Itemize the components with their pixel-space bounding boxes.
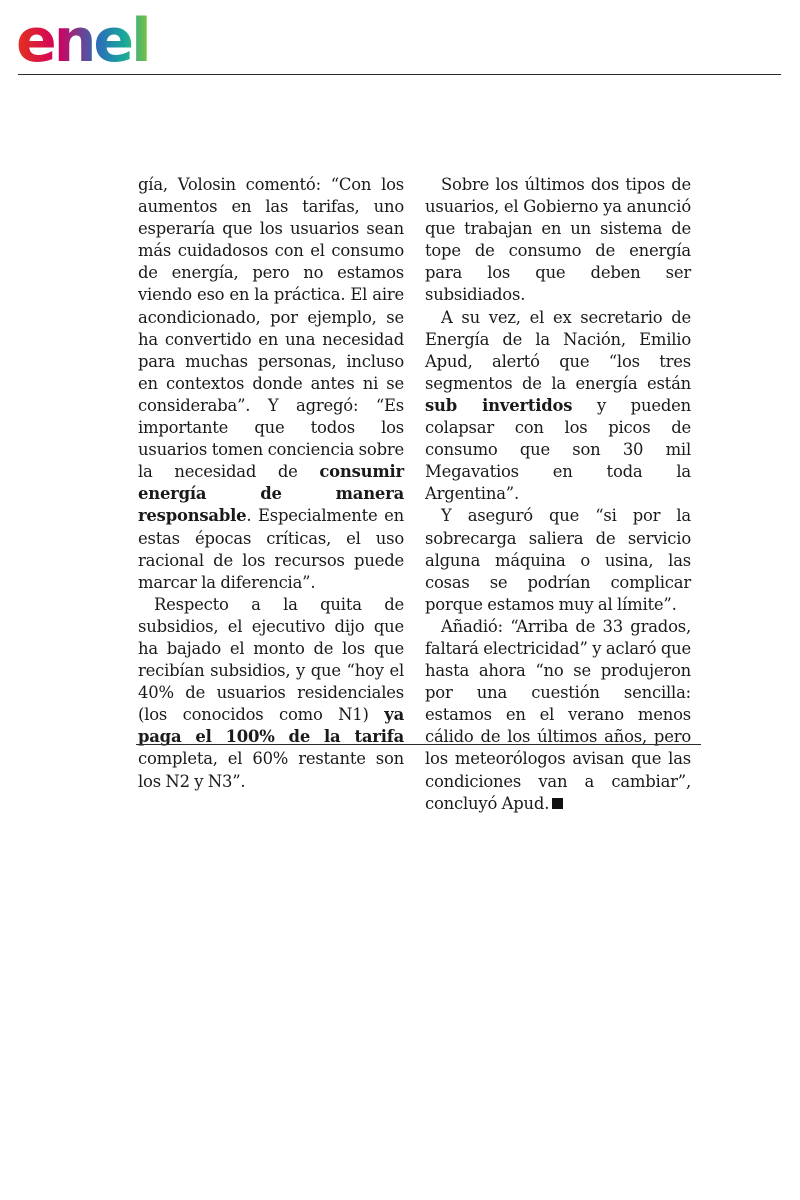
text-run: completa, el 60% restante son los N2 y N3”. [138, 749, 404, 791]
paragraph [425, 174, 691, 307]
text-run: Respecto a la quita de subsidios, el ejecutivo dijo que ha bajado el monto de los que recibían subsidios, y que “hoy el 40% de usuarios residenciales (los conocidos como N1) [138, 594, 404, 725]
svg-text:enel: enel [16, 8, 149, 68]
article-column-right [425, 174, 691, 815]
paragraph [138, 174, 404, 594]
article-bottom-divider [136, 744, 701, 745]
text-run: Sobre los últimos dos tipos de usuarios, el Gobierno ya anunció que trabajan en un sistema de tope de consumo de energía para los que deben ser subsidiados. [425, 175, 691, 305]
bold-text: sub invertidos [425, 395, 573, 415]
article-column-left [138, 174, 404, 793]
page-header [0, 0, 800, 76]
bold-text: consumir energía de manera responsable [138, 462, 404, 526]
text-run: gía, Volosin comentó: “Con los aumentos en las tarifas, uno esperaría que los usuarios sean más cuidadosos con el consumo de energía, pero no estamos viendo eso en la práctica. El aire acondicionado, por ejemplo, se ha convertido en una necesidad para muchas personas, incluso en contextos donde antes ni se consideraba”. Y agregó: “Es importante que todos los usuarios tomen conciencia sobre la necesidad de [138, 175, 404, 482]
bold-text: ya paga el 100% de la tarifa [138, 705, 404, 747]
text-run: A su vez, el ex secretario de Energía de la Nación, Emilio Apud, alertó que “los tres segmentos de la energía están [425, 307, 691, 393]
paragraph [425, 505, 691, 615]
paragraph [425, 616, 691, 815]
text-run: Y aseguró que “si por la sobrecarga saliera de servicio alguna máquina o usina, las cosas se podrían complicar porque estamos muy al límite”. [425, 506, 691, 614]
text-run: Añadió: “Arriba de 33 grados, faltará electricidad” y aclaró que hasta ahora “no se produjeron por una cuestión sencilla: estamos en el verano menos cálido de los últimos años, pero los meteorólogos avisan que las condiciones van a cambiar”, concluyó Apud. [425, 616, 691, 813]
paragraph [425, 307, 691, 506]
paragraph [138, 594, 404, 793]
enel-logo [16, 8, 172, 68]
header-divider [18, 74, 781, 75]
text-run: y pueden colapsar con los picos de consumo que son 30 mil Megavatios en toda la Argentina”. [425, 395, 691, 504]
end-of-article-mark [552, 798, 563, 809]
text-run: . Especialmente en estas épocas críticas, el uso racional de los recursos puede marcar la diferencia”. [138, 506, 404, 592]
